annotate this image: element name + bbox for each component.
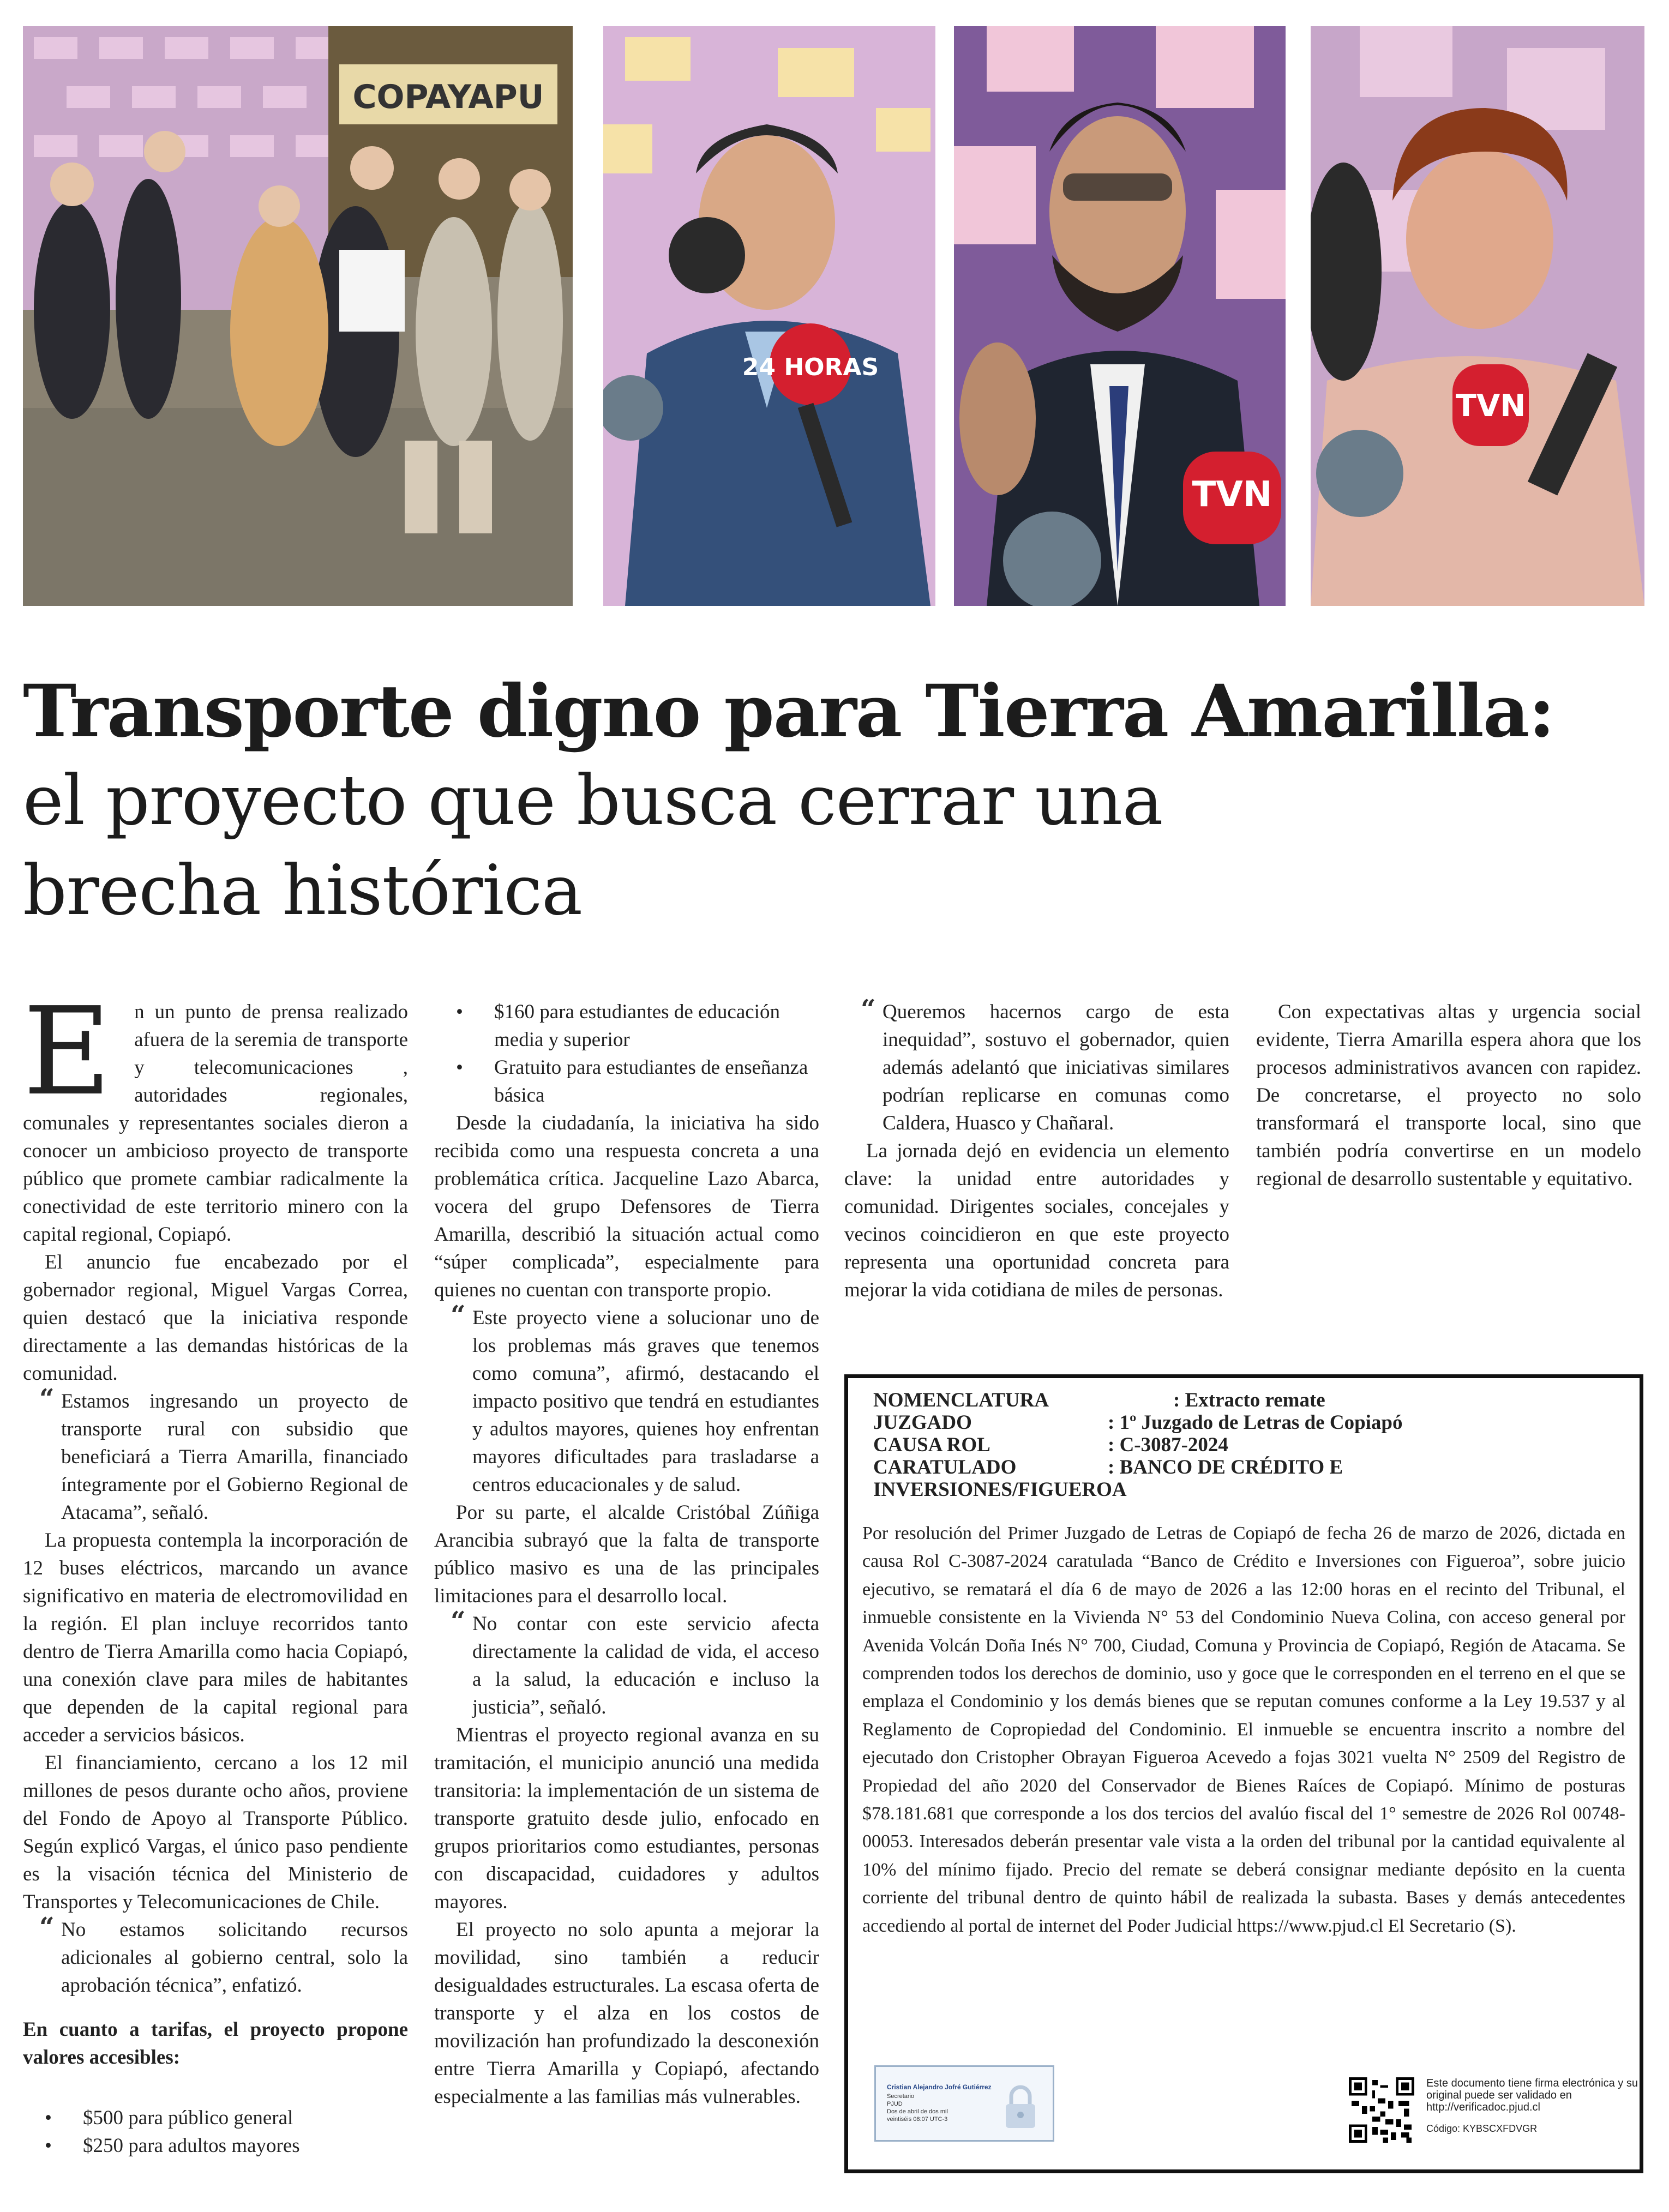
nomenclatura-value: : Extracto remate xyxy=(1173,1389,1325,1411)
signature-stamp xyxy=(874,2065,1054,2142)
article-column-2 xyxy=(434,998,819,2111)
tarifa-item: • Gratuito para estudiantes de enseñanza básica xyxy=(434,1054,819,1109)
caratulado-value: : BANCO DE CRÉDITO E xyxy=(1108,1456,1343,1478)
article-column-1 xyxy=(23,982,408,2160)
tarifas-list-1 xyxy=(23,2104,408,2160)
col2-quote-1 xyxy=(434,1300,819,1499)
article-headline xyxy=(23,668,1648,935)
col1-quote-2-text: No estamos solicitando recursos adicionales al gobierno central, solo la aprobación técnica”, enfatizó. xyxy=(61,1919,408,1997)
headline-subtitle-line1: el proyecto que busca cerrar una xyxy=(23,760,1163,840)
causa-value: : C-3087-2024 xyxy=(1108,1434,1228,1456)
quote-mark-icon: “ xyxy=(451,1606,466,1637)
article-column-4 xyxy=(1256,998,1641,1193)
tarifa-item: • $160 para estudiantes de educación media y superior xyxy=(434,998,819,1054)
legal-body: Por resolución del Primer Juzgado de Letras de Copiapó de fecha 26 de marzo de 2026, dictada en causa Rol C-3087-2024 caratulada “Banco de Crédito e Inversiones con Figueroa”, sobre juicio ejecutivo, se rematará el día 6 de mayo de 2026 a las 12:00 horas en el recinto del Tribunal, el inmueble consistente en la Vivienda N° 53 del Condominio Nueva Colina, con acceso general por Avenida Volcán Doña Inés N° 700, Ciudad, Comuna y Provincia de Copiapó, Región de Atacama. Se comprenden todos los derechos de dominio, uso y goce que le corresponden en el terreno en el que se emplaza el Condominio y los demás bienes que se reputan comunes conforme a la Ley 19.537 y al Reglamento de Copropiedad del Condominio. El inmueble se encuentra inscrito a nombre del ejecutado don Cristopher Obrayan Figueroa Acevedo a fojas 3021 vuelta N° 2509 del Registro de Propiedad del año 2020 del Conservador de Bienes Raíces de Copiapó. Mínimo de posturas $78.181.681 que corresponde a los dos tercios del avalúo fiscal del 1° semestre de 2026 Rol 00748-00053. Interesados deberán presentar vale vista a la orden del tribunal por la cantidad equivalente al 10% del mínimo fijado. Precio del remate se deberá consignar mediante depósito en la cuenta corriente del tribunal dentro de quinto hábil de realizada la subasta. Bases y demás antecedentes accediendo al portal de internet del Poder Judicial https://www.pjud.cl El Secretario (S). xyxy=(862,1523,1625,1936)
article-column-3 xyxy=(844,994,1229,1304)
col1-paragraph-1 xyxy=(23,982,408,1248)
col2-quote-1-text: Este proyecto viene a solucionar uno de los problemas más graves que tenemos como comuna”, afirmó, destacando el impacto positivo que tendrá en estudiantes y adultos mayores, quienes hoy enfrentan mayores dificultades para trasladarse a centros educacionales y de salud. xyxy=(472,1307,819,1496)
col2-paragraph-4: El proyecto no solo apunta a mejorar la movilidad, sino también a reducir desigualdades estructurales. La escasa oferta de transporte y el alza en los costos de movilización han profundizado la desconexión entre Tierra Amarilla y Copiapó, afectando especialmente a las familias más vulnerables. xyxy=(434,1919,819,2108)
quote-mark-icon: “ xyxy=(451,1300,466,1331)
col3-quote-1 xyxy=(844,994,1229,1137)
col1-paragraph-3: La propuesta contempla la incorporación de 12 buses eléctricos, marcando un avance significativo en materia de electromovilidad en la región. El plan incluye recorridos tanto dentro de Tierra Amarilla como hacia Copiapó, una conexión clave para miles de habitantes que dependen de la capital regional para acceder a servicios básicos. xyxy=(23,1529,408,1746)
col2-paragraph-1: Desde la ciudadanía, la iniciativa ha sido recibida como una respuesta concreta a una problemática crítica. Jacqueline Lazo Abarca, vocera del grupo Defensores de Tierra Amarilla, describió la situación actual como “súper complicada”, especialmente para quienes no cuentan con transporte propio. xyxy=(434,1112,819,1301)
verification-code: Código: KYBSCXFDVGR xyxy=(1426,2123,1538,2134)
lock-icon xyxy=(1001,2082,1040,2131)
nomenclatura-key: NOMENCLATURA xyxy=(873,1389,1049,1411)
col2-quote-2 xyxy=(434,1606,819,1721)
legal-notice-box xyxy=(844,1374,1643,2173)
juzgado-key: JUZGADO xyxy=(873,1411,972,1434)
legal-header xyxy=(862,1389,1625,1501)
col2-paragraph-2: Por su parte, el alcalde Cristóbal Zúñiga Arancibia subrayó que la falta de transporte público masivo es una de las principales limitaciones para el desarrollo local. xyxy=(434,1501,819,1607)
quote-mark-icon: “ xyxy=(39,1384,55,1414)
drop-cap: E xyxy=(23,982,112,1122)
causa-key: CAUSA ROL xyxy=(873,1434,990,1456)
col3-paragraph-1: La jornada dejó en evidencia un elemento clave: la unidad entre autoridades y comunidad. Dirigentes sociales, concejales y vecinos coincidieron en que este proyecto representa una oportunidad concreta para mejorar la vida cotidiana de miles de personas. xyxy=(844,1140,1229,1301)
caratulado-key: CARATULADO xyxy=(873,1456,1017,1478)
signer-role: Secretario xyxy=(887,2093,915,2100)
photo-young-man-interview xyxy=(954,26,1286,606)
juzgado-value: : 1º Juzgado de Letras de Copiapó xyxy=(1108,1411,1403,1434)
caratulado-continuation: INVERSIONES/FIGUEROA xyxy=(873,1478,1127,1501)
col1-paragraph-1-text: n un punto de prensa realizado afuera de la seremia de transporte y telecomunicaciones , autoridades regionales, comunales y representantes sociales dieron a conocer un ambicioso proyecto de transporte público que promete cambiar radicalmente la conectividad de este territorio minero con la capital regional, Copiapó. xyxy=(23,1001,408,1246)
sign-text: COPAYAPU xyxy=(352,78,544,116)
photo-governor-interview xyxy=(603,26,935,606)
headline-title: Transporte digno para Tierra Amarilla: xyxy=(23,669,1554,754)
col3-quote-1-text: Queremos hacernos cargo de esta inequidad”, sostuvo el gobernador, quien además adelantó que iniciativas similares podrían replicarse en comunas como Caldera, Huasco y Chañaral. xyxy=(882,1001,1229,1134)
col1-paragraph-4: El financiamiento, cercano a los 12 mil millones de pesos durante ocho años, proviene del Fondo de Apoyo al Transporte Público. Según explicó Vargas, el único paso pendiente es la visación técnica del Ministerio de Transportes y Telecomunicaciones de Chile. xyxy=(23,1752,408,1913)
headline-subtitle-line2: brecha histórica xyxy=(23,850,583,930)
signer-org: PJUD xyxy=(887,2101,903,2107)
tarifas-heading: En cuanto a tarifas, el proyecto propone valores accesibles: xyxy=(23,2018,408,2069)
col1-quote-2 xyxy=(23,1912,408,1999)
col1-quote-1 xyxy=(23,1384,408,1526)
tarifa-item: • $500 para público general xyxy=(23,2104,408,2132)
col1-paragraph-2: El anuncio fue encabezado por el gobernador regional, Miguel Vargas Correa, quien destacó que la iniciativa responde directamente a las demandas históricas de la comunidad. xyxy=(23,1251,408,1385)
tarifas-list-2 xyxy=(434,998,819,1109)
photo-woman-interview xyxy=(1311,26,1644,606)
signer-date: Dos de abril de dos mil veintiséis 08:07 UTC-3 xyxy=(887,2108,948,2123)
qr-code-icon[interactable] xyxy=(1349,2077,1414,2143)
signer-name: Cristian Alejandro Jofré Gutiérrez xyxy=(887,2083,992,2091)
verification-text: Este documento tiene firma electrónica y su original puede ser validado en http://verificadoc.pjud.cl xyxy=(1426,2077,1638,2113)
photo-group-copayapu xyxy=(23,26,573,606)
mic-label-tvn: TVN xyxy=(1192,474,1272,515)
col2-quote-2-text: No contar con este servicio afecta directamente la calidad de vida, el acceso a la salud, la educación e incluso la justicia”, señaló. xyxy=(472,1613,819,1718)
col2-paragraph-3: Mientras el proyecto regional avanza en su tramitación, el municipio anunció una medida transitoria: la implementación de un sistema de transporte gratuito desde julio, enfocado en grupos prioritarios como estudiantes, personas con discapacidad, cuidadores y adultos mayores. xyxy=(434,1724,819,1913)
tarifa-item: • $250 para adultos mayores xyxy=(23,2132,408,2160)
col1-quote-1-text: Estamos ingresando un proyecto de transporte rural con subsidio que beneficiará a Tierra Amarilla, financiado íntegramente por el Gobierno Regional de Atacama”, señaló. xyxy=(61,1390,408,1524)
quote-mark-icon: “ xyxy=(39,1912,55,1943)
col4-paragraph-1: Con expectativas altas y urgencia social evidente, Tierra Amarilla espera ahora que los procesos administrativos avancen con rapidez. De concretarse, el proyecto no solo transformará el transporte local, sino que también podría convertirse en un modelo regional de desarrollo sustentable y equitativo. xyxy=(1256,1001,1641,1190)
mic-label-24-horas: 24 HORAS xyxy=(742,353,879,381)
quote-mark-icon: “ xyxy=(861,994,876,1025)
mic-label-tvn-2: TVN xyxy=(1455,388,1526,424)
signer-details xyxy=(887,2093,963,2123)
